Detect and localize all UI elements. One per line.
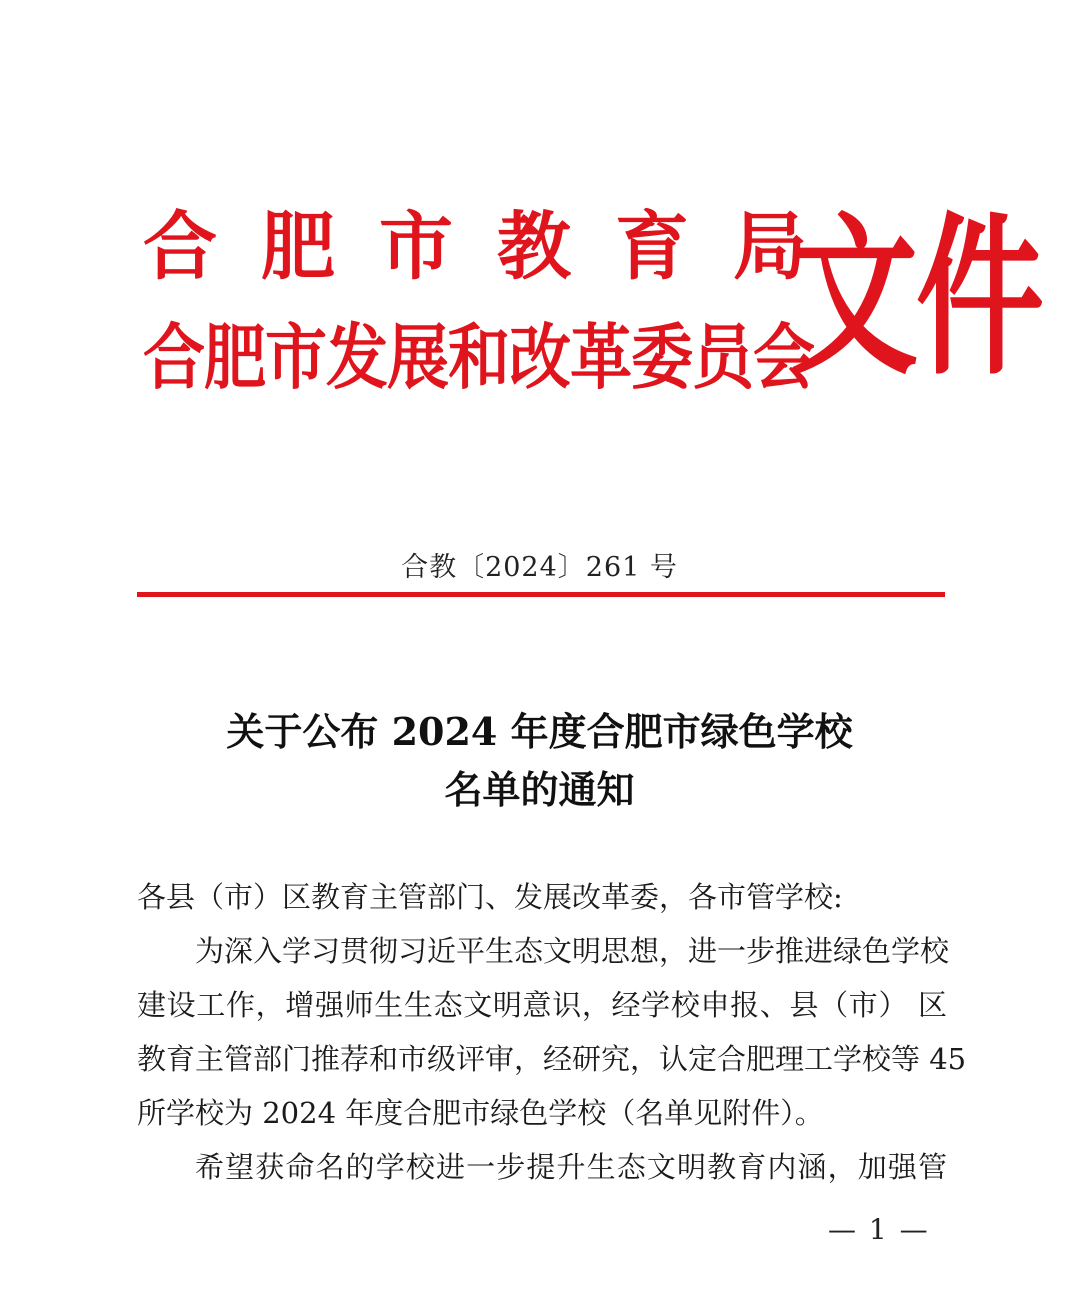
issuer-education-bureau: 合肥市教育局 bbox=[143, 204, 851, 290]
paragraph-1-line-2: 建设工作，增强师生生态文明意识，经学校申报、县（市） 区 bbox=[137, 988, 947, 1022]
page-number: — 1 — bbox=[828, 1213, 930, 1246]
notice-title-line-2: 名单的通知 bbox=[444, 767, 635, 812]
issuer-block bbox=[143, 204, 851, 400]
document-number: 合教〔2024〕261 号 bbox=[401, 552, 678, 583]
notice-body bbox=[137, 870, 967, 1194]
salutation: 各县（市）区教育主管部门、发展改革委，各市管学校: bbox=[137, 880, 843, 914]
issuer-development-reform-commission: 合肥市发展和改革委员会 bbox=[143, 315, 815, 400]
paragraph-1-line-4: 所学校为 2024 年度合肥市绿色学校（名单见附件）。 bbox=[137, 1096, 824, 1130]
document-label: 文件 bbox=[790, 198, 1043, 400]
notice-title bbox=[0, 703, 1079, 819]
notice-title-line-1: 关于公布 2024 年度合肥市绿色学校 bbox=[226, 709, 853, 754]
paragraph-1-line-1: 为深入学习贯彻习近平生态文明思想，进一步推进绿色学校 bbox=[195, 934, 950, 968]
paragraph-1-line-3: 教育主管部门推荐和市级评审，经研究，认定合肥理工学校等 45 bbox=[137, 1042, 967, 1076]
paragraph-2-line-1: 希望获命名的学校进一步提升生态文明教育内涵，加强管 bbox=[195, 1150, 947, 1184]
red-separator-line bbox=[137, 592, 945, 597]
